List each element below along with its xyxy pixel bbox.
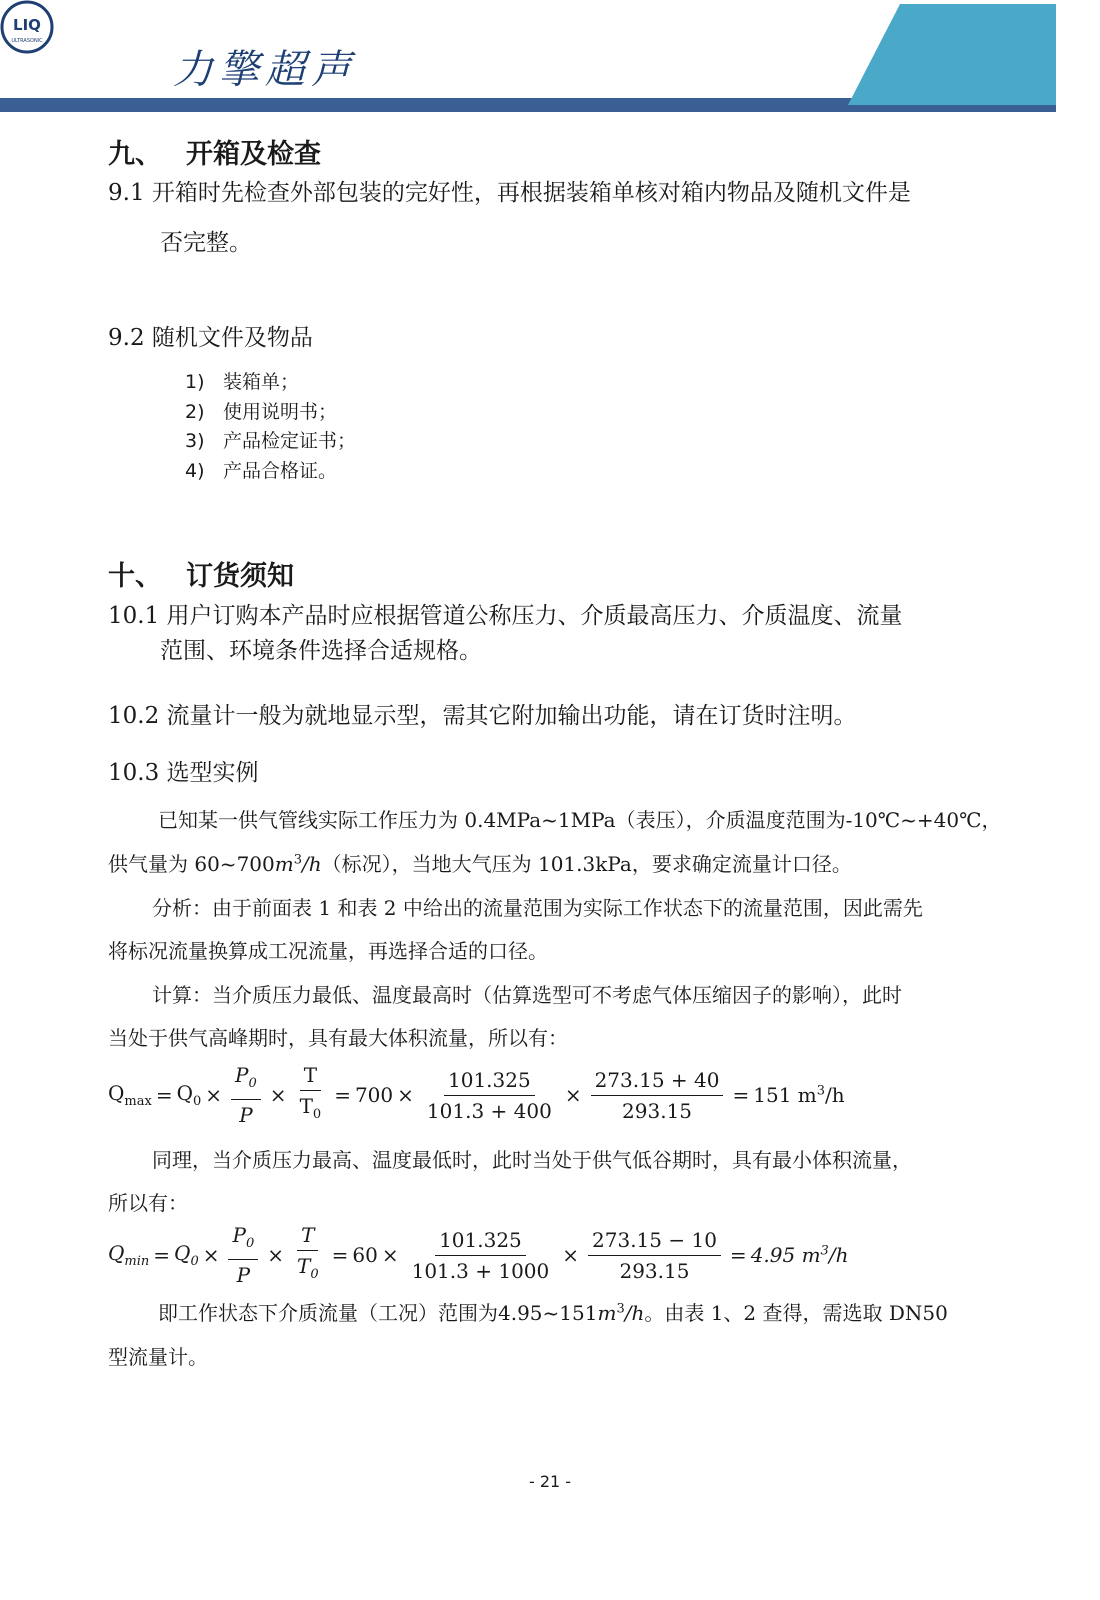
- conclusion-sup: 3: [616, 1301, 625, 1317]
- formula-result: 4.95 $m^3/h$: [750, 1243, 849, 1267]
- conclusion-unit: m: [597, 1301, 617, 1325]
- analysis-line2: 将标况流量换算成工况流量，再选择合适的口径。: [108, 939, 548, 963]
- list-item: [185, 368, 356, 398]
- formula-lhs: $Q_{max}$: [108, 1081, 152, 1109]
- page-number: - 21 -: [528, 1472, 572, 1491]
- conclusion-a: 即工作状态下介质流量（工况）范围为4.95~151: [158, 1301, 598, 1325]
- conclusion-unit2: /h: [624, 1301, 645, 1325]
- fraction-p: $\frac{P_0}{P}$: [231, 1062, 261, 1128]
- formula-result: 151 $m^3/h$: [753, 1083, 845, 1107]
- conclusion-line2: 型流量计。: [108, 1345, 208, 1369]
- para-9-1-line1: 9.1 开箱时先检查外部包装的完好性，再根据装箱单核对箱内物品及随机文件是: [108, 180, 911, 206]
- formula-value: 60: [352, 1243, 378, 1267]
- formula-times: ×: [562, 1243, 580, 1267]
- formula-eq: =: [729, 1243, 747, 1267]
- formula-eq: =: [153, 1243, 171, 1267]
- list-item-number: 3): [185, 430, 205, 452]
- formula-times: ×: [381, 1243, 399, 1267]
- example-unit-sup: 3: [293, 852, 302, 868]
- list-item-number: 4): [185, 459, 205, 482]
- list-item-text: 产品合格证。: [223, 459, 338, 482]
- formula-qmax: [108, 1062, 845, 1128]
- section-10-number: 十、: [108, 561, 162, 592]
- conclusion-line1: [158, 1297, 948, 1326]
- list-item-number: 1): [185, 371, 205, 393]
- formula-times: ×: [267, 1243, 284, 1267]
- example-line2: [108, 848, 852, 877]
- list-item-text: 使用说明书；: [223, 400, 338, 423]
- same-line2: 所以有：: [108, 1191, 188, 1215]
- para-10-3: 10.3 选型实例: [108, 760, 259, 786]
- list-item: [185, 427, 356, 457]
- formula-q0: $Q_0$: [174, 1241, 199, 1269]
- section-9-title: 开箱及检查: [186, 139, 321, 170]
- fraction-temperature: $\frac{273.15 + 40}{293.15}$: [591, 1067, 724, 1124]
- fraction-pressure: $\frac{101.325}{101.3 + 1000}$: [411, 1227, 550, 1283]
- list-item: [185, 398, 356, 428]
- fraction-temperature: $\frac{273.15 - 10}{293.15}$: [588, 1227, 721, 1284]
- formula-times: ×: [564, 1083, 582, 1107]
- example-line2-b: （标况），当地大气压为 101.3kPa，要求确定流量计口径。: [321, 852, 852, 876]
- list-item-text: 产品检定证书；: [223, 430, 357, 452]
- list-item-text: 装箱单；: [223, 371, 300, 393]
- logo-subtext: ULTRASONIC: [11, 38, 43, 44]
- para-10-1-line2: 范围、环境条件选择合适规格。: [160, 638, 482, 664]
- page-header: [0, 0, 1100, 118]
- list-item: [185, 457, 356, 487]
- para-9-2: 9.2 随机文件及物品: [108, 325, 313, 351]
- formula-eq: =: [334, 1083, 351, 1107]
- formula-times: ×: [397, 1083, 414, 1107]
- fraction-p: $\frac{P_0}{P}$: [228, 1222, 258, 1288]
- analysis-line1: 分析：由于前面表 1 和表 2 中给出的流量范围为实际工作状态下的流量范围，因此需先: [152, 896, 923, 920]
- example-unit: m: [274, 852, 294, 876]
- fraction-t: $\frac{T}{T_0}$: [299, 1063, 322, 1122]
- fraction-pressure: $\frac{101.325}{101.3 + 400}$: [426, 1067, 552, 1123]
- company-logo: [0, 0, 54, 54]
- calc-line1: 计算：当介质压力最低、温度最高时（估算选型可不考虑气体压缩因子的影响），此时: [152, 983, 902, 1007]
- section-9-heading: [108, 132, 321, 171]
- same-line1: 同理，当介质压力最高、温度最低时，此时当处于供气低谷期时，具有最小体积流量，: [152, 1148, 912, 1172]
- para-10-1-line1: 10.1 用户订购本产品时应根据管道公称压力、介质最高压力、介质温度、流量: [108, 603, 903, 629]
- logo-text: LIQ: [13, 16, 41, 34]
- formula-eq: =: [155, 1083, 173, 1107]
- formula-times: ×: [205, 1083, 223, 1107]
- formula-qmin: [108, 1222, 848, 1288]
- formula-times: ×: [202, 1243, 220, 1267]
- formula-eq: =: [732, 1083, 750, 1107]
- formula-eq: =: [331, 1243, 349, 1267]
- formula-value: 700: [354, 1083, 394, 1107]
- section-9-number: 九、: [108, 139, 162, 170]
- example-line2-a: 供气量为 60~700: [108, 852, 275, 876]
- para-10-2: 10.2 流量计一般为就地显示型，需其它附加输出功能，请在订货时注明。: [108, 703, 857, 729]
- example-unit2: /h: [302, 852, 322, 876]
- conclusion-b: 。由表 1、2 查得，需选取 DN50: [644, 1301, 948, 1325]
- brand-name: 力擎超声: [173, 47, 357, 93]
- formula-q0: $Q_0$: [176, 1081, 202, 1109]
- formula-lhs: $Q_{min}$: [108, 1241, 150, 1269]
- header-banner: [0, 0, 1100, 118]
- fraction-t: $\frac{T}{T_0}$: [297, 1223, 319, 1282]
- section-10-heading: [108, 554, 294, 593]
- para-9-1-line2: 否完整。: [160, 230, 252, 256]
- item-list: [185, 368, 356, 486]
- calc-line2: 当处于供气高峰期时，具有最大体积流量，所以有：: [108, 1026, 568, 1050]
- formula-times: ×: [269, 1083, 287, 1107]
- list-item-number: 2): [185, 400, 205, 423]
- section-10-title: 订货须知: [186, 561, 294, 592]
- example-line1: 已知某一供气管线实际工作压力为 0.4MPa~1MPa（表压），介质温度范围为-10℃~+40℃，: [158, 808, 1002, 832]
